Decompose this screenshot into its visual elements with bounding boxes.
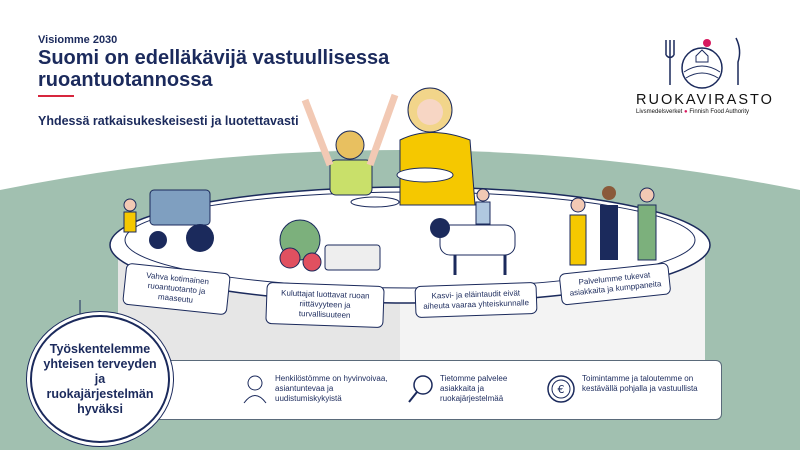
magnifier-icon — [406, 374, 434, 404]
enabler-knowledge: Tietomme palvelee asiakkaita ja ruokajärjestelmää — [406, 374, 536, 404]
svg-text:€: € — [557, 383, 565, 396]
enabler-staff: Henkilöstömme on hyvinvoivaa, asiantuntevaa ja uudistumiskykyistä — [241, 374, 401, 404]
goal-label-2: Kuluttajat luottavat ruoan riittävyyteen ja turvallisuuteen — [265, 282, 384, 328]
ruokavirasto-logo-icon — [660, 30, 760, 90]
enabler-finance: € Toimintamme ja taloutemme on kestävällä pohjalla ja vastuullista — [546, 374, 706, 404]
title-underline — [38, 95, 74, 97]
person-icon — [241, 374, 269, 404]
page-subtitle: Yhdessä ratkaisukeskeisesti ja luotettavasti — [38, 114, 299, 128]
focus-circle: Työskentelemme yhteisen terveyden ja ruokajärjestelmän hyväksi — [30, 315, 170, 443]
goal-label-3: Kasvi- ja eläintaudit eivät aiheuta vaaraa yhteiskunnalle — [414, 282, 537, 318]
kicker: Visiomme 2030 — [38, 34, 118, 46]
logo-name: RUOKAVIRASTO — [636, 92, 774, 108]
euro-icon — [546, 374, 576, 404]
enablers-banner — [140, 360, 722, 420]
page-title: Suomi on edelläkävijä vastuullisessa ruoantuotannossa — [38, 47, 390, 91]
goal-label-4: Palvelumme tukevat asiakkaita ja kumppaneita — [559, 262, 672, 305]
logo-tagline: Livsmedelsverket ● Finnish Food Authority — [636, 109, 750, 115]
goal-label-1: Vahva kotimainen ruoantuotanto ja maaseutu — [122, 263, 231, 316]
